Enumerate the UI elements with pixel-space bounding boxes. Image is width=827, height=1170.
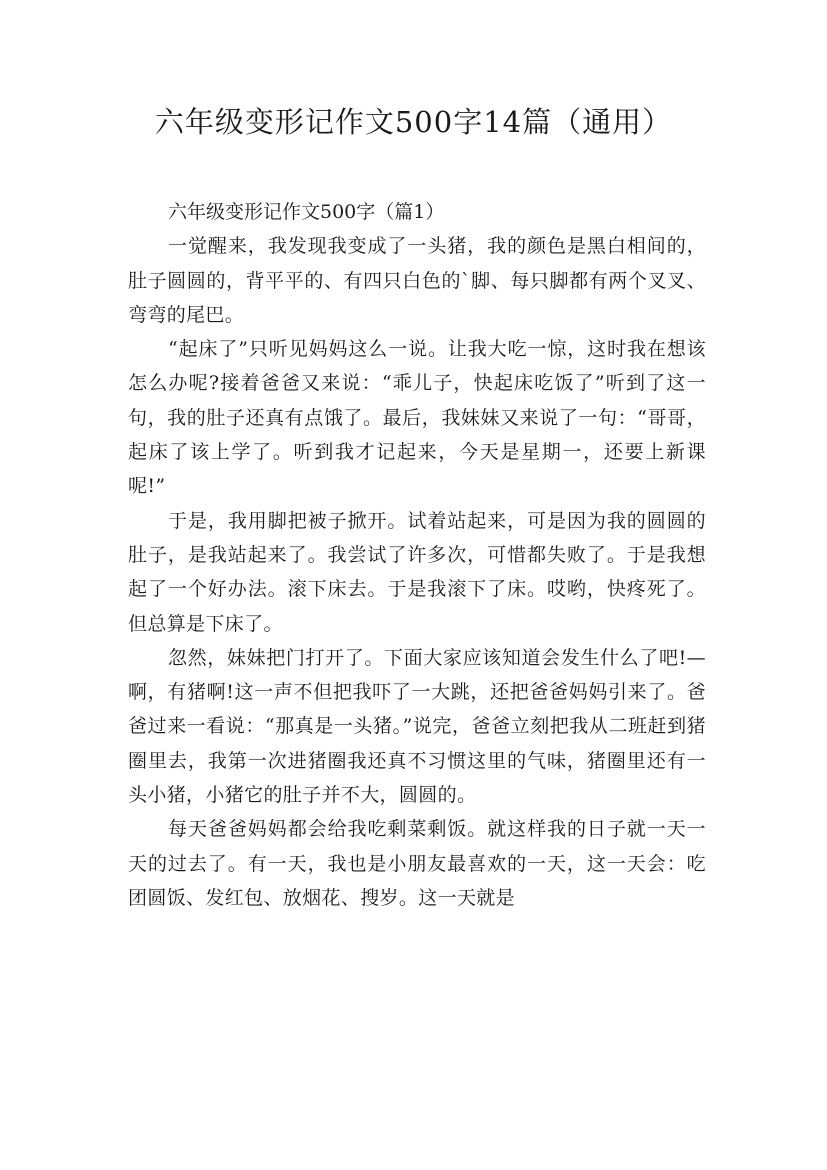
paragraph-5: 每天爸爸妈妈都会给我吃剩菜剩饭。就这样我的日子就一天一天的过去了。有一天，我也是小朋友最喜欢的一天，这一天会：吃团圆饭、发红包、放烟花、搜岁。这一天就是 xyxy=(128,818,706,909)
document-title: 六年级变形记作文500字14篇（通用） xyxy=(154,105,673,139)
document-body xyxy=(128,195,706,915)
paragraph-1: 一觉醒来，我发现我变成了一头猪，我的颜色是黑白相间的，肚子圆圆的，背平平的、有四只白色的`脚、每只脚都有两个叉叉、弯弯的尾巴。 xyxy=(128,235,706,326)
section-heading: 六年级变形记作文500字（篇1） xyxy=(168,201,445,223)
paragraph-2: “起床了”只听见妈妈这么一说。让我大吃一惊，这时我在想该怎么办呢?接着爸爸又来说：“乖儿子，快起床吃饭了”听到了这一句，我的肚子还真有点饿了。最后，我妹妹又来说了一句：“哥哥，起床了该上学了。听到我才记起来，今天是星期一，还要上新课呢!” xyxy=(128,338,706,498)
paragraph-4: 忽然，妹妹把门打开了。下面大家应该知道会发生什么了吧!—啊，有猪啊!这一声不但把我吓了一大跳，还把爸爸妈妈引来了。爸爸过来一看说：“那真是一头猪。”说完，爸爸立刻把我从二班赶到猪圈里去，我第一次进猪圈我还真不习惯这里的气味，猪圈里还有一头小猪，小猪它的肚子并不大，圆圆的。 xyxy=(128,646,706,807)
paragraph-3: 于是，我用脚把被子掀开。试着站起来，可是因为我的圆圆的肚子，是我站起来了。我尝试了许多次，可惜都失败了。于是我想起了一个好办法。滚下床去。于是我滚下了床。哎哟，快疼死了。但总算是下床了。 xyxy=(128,509,706,635)
